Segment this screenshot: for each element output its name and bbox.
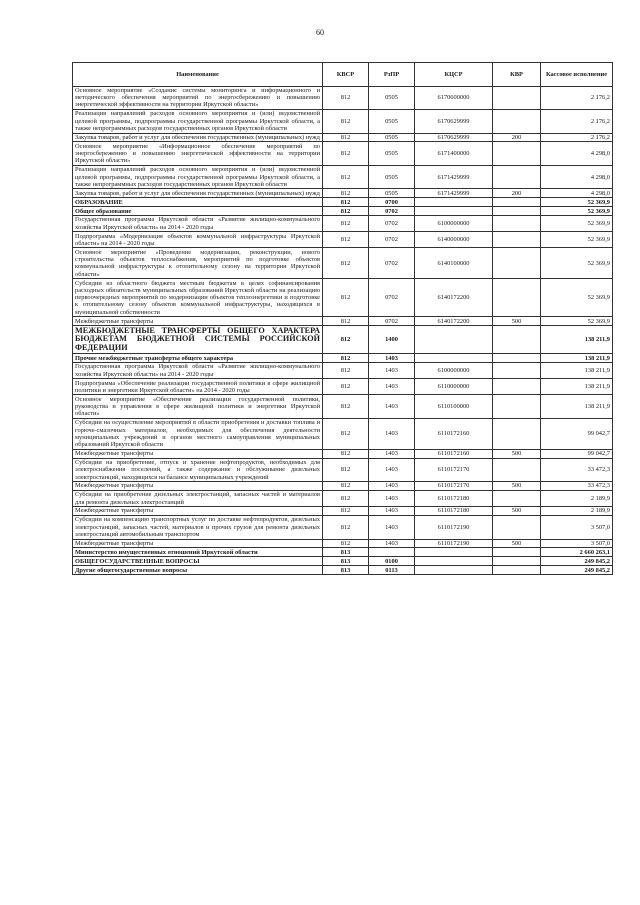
cell-kcsr: 6110172160 (415, 449, 493, 458)
cell-kvsr: 812 (323, 418, 369, 449)
cell-kvsr: 812 (323, 354, 369, 363)
table-row (73, 491, 613, 507)
cell-name: Субсидии на приобретение, отпуск и хранение нефтепродуктов, необходимых для электроснабжения поселений, а также содержание и обслуживание дизельных электростанций, находящихся на балансе муниципальных учреждений (73, 458, 323, 481)
cell-sum: 2 176,2 (541, 133, 613, 142)
cell-kcsr: 6171429999 (415, 165, 493, 188)
cell-rzpr: 1403 (369, 507, 415, 516)
table-row (73, 279, 613, 317)
cell-kvr (493, 110, 541, 133)
cell-name: Субсидии на приобретение дизельных электростанций, запасных частей и материалов для ремонта дизельных электростанций (73, 491, 323, 507)
cell-kvsr: 813 (323, 557, 369, 566)
cell-kvr (493, 232, 541, 248)
cell-kvr: 200 (493, 133, 541, 142)
cell-sum: 2 660 263,1 (541, 548, 613, 557)
cell-name: Основное мероприятие «Проведение модернизации, реконструкции, нового строительства объектов теплоснабжения, мероприятий по подготовке объектов коммунальной инфраструктуры к отопительному сезону на территории Иркутской области» (73, 248, 323, 279)
cell-rzpr: 1403 (369, 449, 415, 458)
cell-kvr: 200 (493, 189, 541, 198)
cell-kvsr: 812 (323, 507, 369, 516)
cell-kvsr: 812 (323, 189, 369, 198)
cell-name: Субсидии из областного бюджета местным бюджетам в целях софинансирования расходных обязательств муниципальных образований Иркутской области на реализацию первоочередных мероприятий по модернизации объектов теплоэнергетики и подготовке к отопительному сезону объектов коммунальной инфраструктуры, находящихся в муниципальной собственности (73, 279, 323, 317)
cell-rzpr: 1403 (369, 516, 415, 539)
cell-kcsr (415, 566, 493, 575)
cell-rzpr: 0100 (369, 557, 415, 566)
cell-sum: 138 211,9 (541, 395, 613, 418)
budget-table (72, 62, 613, 575)
cell-kcsr: 6140100000 (415, 248, 493, 279)
table-body (73, 86, 613, 575)
cell-rzpr: 1403 (369, 482, 415, 491)
column-header-kvr: КВР (493, 63, 541, 87)
cell-sum: 138 211,9 (541, 326, 613, 354)
cell-kvsr: 812 (323, 516, 369, 539)
cell-rzpr: 0505 (369, 165, 415, 188)
cell-kvr (493, 363, 541, 379)
cell-rzpr: 1403 (369, 539, 415, 548)
table-row (73, 86, 613, 109)
table-row (73, 482, 613, 491)
table-row (73, 110, 613, 133)
cell-name: Государственная программа Иркутской области «Развитие жилищно-коммунального хозяйства Иркутской области» на 2014 - 2020 годы (73, 216, 323, 232)
cell-kcsr (415, 548, 493, 557)
cell-kvsr: 812 (323, 491, 369, 507)
cell-kvsr: 812 (323, 207, 369, 216)
cell-kvr: 500 (493, 507, 541, 516)
cell-sum: 3 507,0 (541, 539, 613, 548)
cell-name: Закупка товаров, работ и услуг для обеспечения государственных (муниципальных) нужд (73, 189, 323, 198)
cell-kvr (493, 86, 541, 109)
column-header-kvsr: КВСР (323, 63, 369, 87)
cell-kcsr: 6171429999 (415, 189, 493, 198)
cell-sum: 52 369,9 (541, 207, 613, 216)
cell-sum: 52 369,9 (541, 317, 613, 326)
table-row (73, 516, 613, 539)
table-row (73, 248, 613, 279)
cell-kvr (493, 418, 541, 449)
cell-kcsr: 6170600000 (415, 86, 493, 109)
cell-kvr (493, 379, 541, 395)
cell-kvsr: 812 (323, 539, 369, 548)
cell-sum: 2 176,2 (541, 86, 613, 109)
table-row (73, 379, 613, 395)
cell-name: Субсидии на компенсацию транспортных услуг по доставке нефтепродуктов, дизельных электростанций, запасных частей, материалов и прочих грузов для ремонта дизельных электростанций автомобильным транспортом (73, 516, 323, 539)
cell-kcsr: 6140172200 (415, 317, 493, 326)
cell-kvr (493, 198, 541, 207)
cell-sum: 3 507,0 (541, 516, 613, 539)
cell-kcsr: 6100000000 (415, 216, 493, 232)
cell-rzpr: 0702 (369, 248, 415, 279)
table-row (73, 142, 613, 165)
cell-name: Реализация направлений расходов основного мероприятия и (или) ведомственной целевой программы, подпрограммы государственной программы Иркутской области, а также непрограммных расходов государственных органов Иркутской области (73, 110, 323, 133)
cell-kvsr: 812 (323, 142, 369, 165)
cell-rzpr: 0700 (369, 198, 415, 207)
cell-sum: 138 211,9 (541, 354, 613, 363)
cell-name: Основное мероприятие «Информационное обеспечение мероприятий по энергосбережению и повышению энергетической эффективности на территории Иркутской области» (73, 142, 323, 165)
cell-kvr (493, 326, 541, 354)
cell-kvsr: 812 (323, 317, 369, 326)
cell-kvsr: 812 (323, 133, 369, 142)
table-row (73, 165, 613, 188)
cell-rzpr: 0702 (369, 216, 415, 232)
cell-name: Межбюджетные трансферты (73, 317, 323, 326)
cell-kcsr: 6110172170 (415, 482, 493, 491)
cell-sum: 2 189,9 (541, 507, 613, 516)
cell-name: ОБРАЗОВАНИЕ (73, 198, 323, 207)
cell-name: Подпрограмма «Обеспечение реализации государственной политики в сфере жилищной политики и энергетики Иркутской области» на 2014 - 2020 годы (73, 379, 323, 395)
cell-kvsr: 812 (323, 449, 369, 458)
cell-rzpr: 1403 (369, 395, 415, 418)
cell-sum: 99 042,7 (541, 449, 613, 458)
cell-kvr: 500 (493, 539, 541, 548)
cell-kvsr: 813 (323, 548, 369, 557)
cell-name: Межбюджетные трансферты (73, 449, 323, 458)
cell-kcsr (415, 207, 493, 216)
cell-name: Закупка товаров, работ и услуг для обеспечения государственных (муниципальных) нужд (73, 133, 323, 142)
cell-kvsr: 813 (323, 566, 369, 575)
cell-sum: 99 042,7 (541, 418, 613, 449)
cell-name: Общее образование (73, 207, 323, 216)
cell-kvsr: 812 (323, 248, 369, 279)
cell-kvr: 500 (493, 317, 541, 326)
cell-rzpr: 0702 (369, 279, 415, 317)
cell-name: Министерство имущественных отношений Иркутской области (73, 548, 323, 557)
cell-name: МЕЖБЮДЖЕТНЫЕ ТРАНСФЕРТЫ ОБЩЕГО ХАРАКТЕРА БЮДЖЕТАМ БЮДЖЕТНОЙ СИСТЕМЫ РОССИЙСКОЙ ФЕДЕРАЦИИ (73, 326, 323, 354)
cell-sum: 2 189,9 (541, 491, 613, 507)
cell-name: Основное мероприятие «Создание системы мониторинга и информационного и методического обеспечения мероприятий по энергосбережению и повышению энергетической эффективности на территории Иркутской области» (73, 86, 323, 109)
cell-kvr (493, 516, 541, 539)
table-row (73, 548, 613, 557)
table-row (73, 363, 613, 379)
cell-kvr (493, 207, 541, 216)
cell-kcsr: 6110000000 (415, 379, 493, 395)
cell-kvr (493, 566, 541, 575)
cell-rzpr: 0505 (369, 133, 415, 142)
cell-kcsr: 6170629999 (415, 110, 493, 133)
cell-sum: 52 369,9 (541, 232, 613, 248)
cell-sum: 2 176,2 (541, 110, 613, 133)
cell-kvr: 500 (493, 449, 541, 458)
table-row (73, 326, 613, 354)
page-number: 60 (316, 28, 324, 37)
cell-kvr (493, 165, 541, 188)
cell-kvr: 500 (493, 482, 541, 491)
cell-kvr (493, 548, 541, 557)
cell-kvr (493, 279, 541, 317)
cell-kvsr: 812 (323, 379, 369, 395)
cell-rzpr: 0702 (369, 207, 415, 216)
cell-name: Реализация направлений расходов основного мероприятия и (или) ведомственной целевой программы, подпрограммы государственной программы Иркутской области, а также непрограммных расходов государственных органов Иркутской области (73, 165, 323, 188)
cell-kvsr: 812 (323, 232, 369, 248)
cell-kvr (493, 458, 541, 481)
cell-rzpr: 1403 (369, 458, 415, 481)
cell-kcsr: 6110172180 (415, 491, 493, 507)
cell-kvr (493, 248, 541, 279)
cell-rzpr: 1403 (369, 354, 415, 363)
cell-kvsr: 812 (323, 165, 369, 188)
cell-sum: 52 369,9 (541, 216, 613, 232)
cell-kcsr (415, 198, 493, 207)
cell-kcsr: 6110172180 (415, 507, 493, 516)
cell-rzpr: 1403 (369, 491, 415, 507)
cell-rzpr: 1403 (369, 418, 415, 449)
cell-name: Межбюджетные трансферты (73, 507, 323, 516)
cell-name: ОБЩЕГОСУДАРСТВЕННЫЕ ВОПРОСЫ (73, 557, 323, 566)
cell-name: Прочие межбюджетные трансферты общего характера (73, 354, 323, 363)
cell-kcsr: 6110100000 (415, 395, 493, 418)
table-row (73, 189, 613, 198)
cell-sum: 4 298,0 (541, 142, 613, 165)
cell-rzpr: 0113 (369, 566, 415, 575)
cell-kvsr: 812 (323, 279, 369, 317)
cell-kcsr (415, 326, 493, 354)
table-row (73, 458, 613, 481)
cell-kcsr: 6140000000 (415, 232, 493, 248)
table-row (73, 507, 613, 516)
cell-sum: 249 845,2 (541, 566, 613, 575)
cell-kcsr: 6171400000 (415, 142, 493, 165)
cell-kvr (493, 395, 541, 418)
table-row (73, 449, 613, 458)
cell-kvsr: 812 (323, 458, 369, 481)
table-row (73, 395, 613, 418)
cell-kvsr: 812 (323, 216, 369, 232)
table-row (73, 232, 613, 248)
column-header-sum: Кассовое исполнение (541, 63, 613, 87)
cell-kcsr: 6110172160 (415, 418, 493, 449)
cell-name: Основное мероприятие «Обеспечение реализации государственной политики, руководства и управления в сфере жилищной политики и энергетики Иркутской области» (73, 395, 323, 418)
cell-name: Межбюджетные трансферты (73, 482, 323, 491)
cell-kvsr: 812 (323, 326, 369, 354)
cell-kcsr: 6110172190 (415, 516, 493, 539)
cell-rzpr: 0505 (369, 189, 415, 198)
cell-sum: 52 369,9 (541, 279, 613, 317)
table-row (73, 566, 613, 575)
table-row (73, 418, 613, 449)
cell-kcsr: 6170629999 (415, 133, 493, 142)
cell-kvr (493, 491, 541, 507)
cell-name: Другие общегосударственные вопросы (73, 566, 323, 575)
cell-kcsr: 6110172190 (415, 539, 493, 548)
table-row (73, 557, 613, 566)
cell-rzpr: 0505 (369, 142, 415, 165)
cell-name: Межбюджетные трансферты (73, 539, 323, 548)
column-header-kcsr: КЦСР (415, 63, 493, 87)
cell-rzpr: 0505 (369, 86, 415, 109)
cell-kvsr: 812 (323, 86, 369, 109)
table-row (73, 317, 613, 326)
cell-kvsr: 812 (323, 482, 369, 491)
cell-sum: 249 845,2 (541, 557, 613, 566)
cell-kcsr (415, 354, 493, 363)
cell-rzpr: 0702 (369, 232, 415, 248)
table-row (73, 216, 613, 232)
cell-sum: 4 298,0 (541, 165, 613, 188)
cell-name: Подпрограмма «Модернизация объектов коммунальной инфраструктуры Иркутской области» на 2014 - 2020 годы (73, 232, 323, 248)
cell-kcsr: 6140172200 (415, 279, 493, 317)
table-header-row (73, 63, 613, 87)
cell-kvr (493, 557, 541, 566)
table-row (73, 539, 613, 548)
cell-name: Субсидии на осуществление мероприятий в области приобретения и доставки топлива и горюче-смазочных материалов, необходимых для обеспечения деятельности муниципальных учреждений и органов местного самоуправления муниципальных образований Иркутской области (73, 418, 323, 449)
cell-kvr (493, 216, 541, 232)
cell-kvsr: 812 (323, 395, 369, 418)
table-row (73, 133, 613, 142)
cell-sum: 138 211,9 (541, 379, 613, 395)
cell-rzpr: 1403 (369, 363, 415, 379)
table-row (73, 354, 613, 363)
cell-rzpr: 1403 (369, 379, 415, 395)
cell-rzpr: 1400 (369, 326, 415, 354)
cell-kvsr: 812 (323, 110, 369, 133)
table-row (73, 207, 613, 216)
cell-kcsr (415, 557, 493, 566)
cell-sum: 4 298,0 (541, 189, 613, 198)
cell-name: Государственная программа Иркутской области «Развитие жилищно-коммунального хозяйства Иркутской области» на 2014 - 2020 годы (73, 363, 323, 379)
cell-kvsr: 812 (323, 198, 369, 207)
column-header-name: Наименование (73, 63, 323, 87)
cell-rzpr: 0702 (369, 317, 415, 326)
column-header-rzpr: РзПР (369, 63, 415, 87)
cell-kvsr: 812 (323, 363, 369, 379)
cell-kvr (493, 354, 541, 363)
cell-sum: 33 472,3 (541, 458, 613, 481)
cell-rzpr: 0505 (369, 110, 415, 133)
cell-sum: 138 211,9 (541, 363, 613, 379)
cell-kcsr: 6110172170 (415, 458, 493, 481)
cell-rzpr (369, 548, 415, 557)
cell-kcsr: 6100000000 (415, 363, 493, 379)
cell-sum: 52 369,9 (541, 198, 613, 207)
table-row (73, 198, 613, 207)
cell-sum: 52 369,9 (541, 248, 613, 279)
cell-kvr (493, 142, 541, 165)
cell-sum: 33 472,3 (541, 482, 613, 491)
